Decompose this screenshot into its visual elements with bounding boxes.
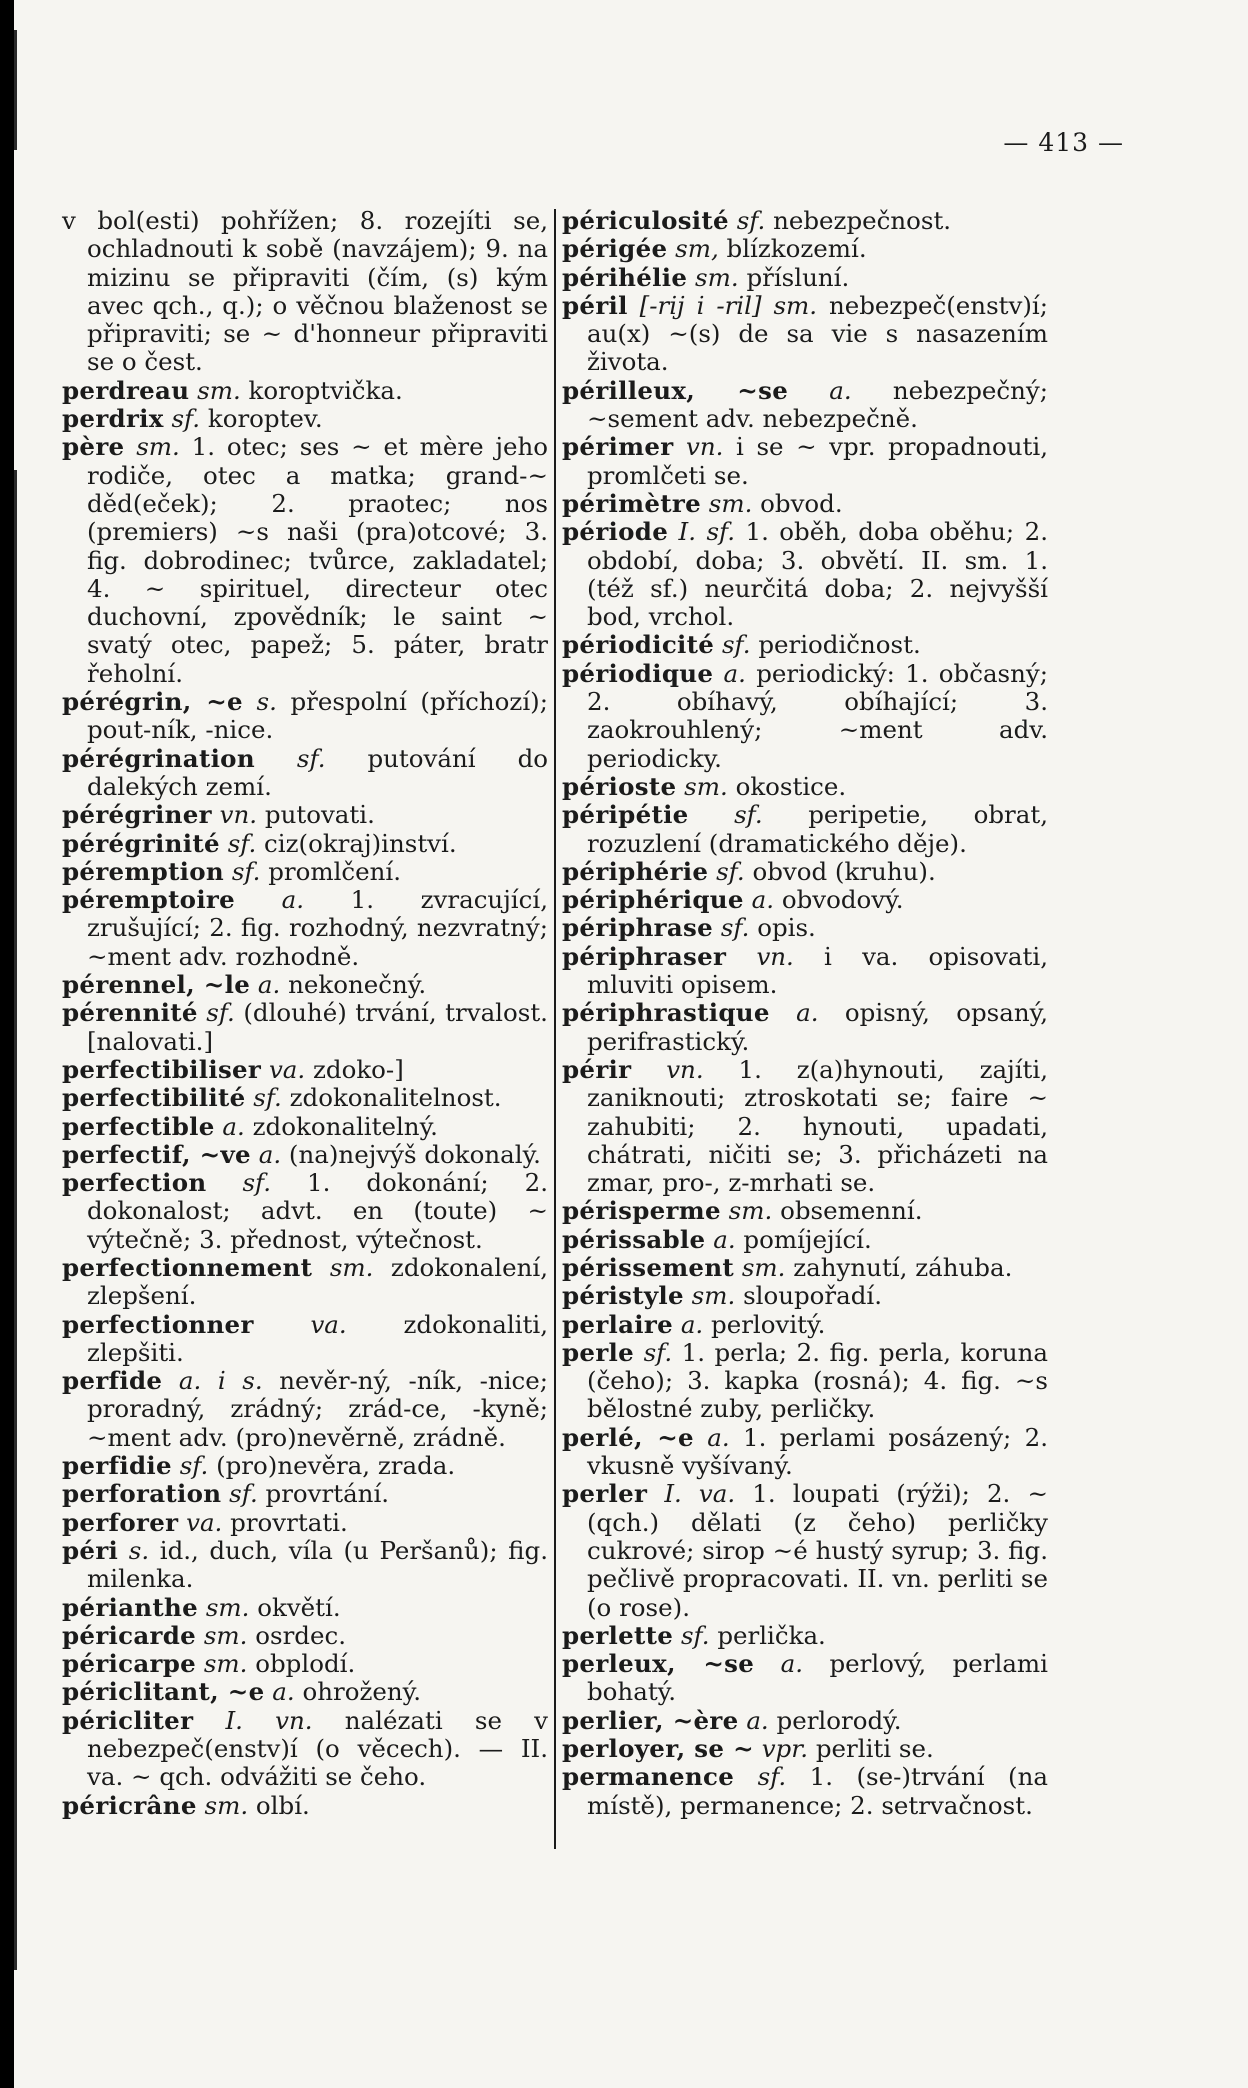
entry-definition: putovati. [264,800,375,830]
entry-grammar: sm. [205,1592,250,1622]
entry-definition: obplodí. [255,1649,356,1679]
dictionary-entry [62,1113,548,1141]
entry-grammar: sf. [757,1762,787,1792]
entry-grammar: sm. [204,1790,249,1820]
entry-definition: periodičnost. [758,630,921,660]
entry-grammar: a. [780,1649,804,1679]
entry-grammar: sm. [728,1196,773,1226]
dictionary-entry [62,1594,548,1622]
entry-headword: perfectibiliser [62,1054,262,1084]
dictionary-entry [62,886,548,971]
entry-definition: perliti se. [815,1734,934,1764]
entry-headword: perloyer, se ~ [562,1734,754,1764]
entry-grammar: sf. [242,1168,271,1198]
entry-definition: perlový, perlami bohatý. [587,1649,1048,1707]
entry-definition: zahynutí, záhuba. [793,1252,1013,1282]
entry-definition: 1. oběh, doba oběhu; 2. období, doba; 3. obvětí. II. sm. 1. (též sf.) neurčitá doba; 2. nejvyšší bod, vrchol. [587,517,1048,632]
entry-definition: nekonečný. [288,970,427,1000]
entry-headword: perlaire [562,1309,674,1339]
entry-grammar: sf. [253,1083,282,1113]
entry-definition: koroptev. [207,404,323,434]
entry-grammar: sf. [721,630,751,660]
entry-grammar: sm. [329,1252,374,1282]
dictionary-entry [62,1141,548,1169]
entry-grammar: sf. [171,404,201,434]
dictionary-entry [562,1622,1048,1650]
entry-grammar: a. [746,1705,769,1735]
entry-grammar: I. va. [664,1479,736,1509]
entry-grammar: sf. [680,1620,710,1650]
entry-grammar: sf. [227,828,257,858]
entry-definition: nebezpeč(enstv)í; au(x) ~(s) de sa vie s nasazením života. [587,290,1048,377]
entry-grammar: a. [751,885,775,915]
entry-headword: pérégrination [62,743,255,773]
dictionary-entry [562,490,1048,518]
dictionary-entry [562,264,1048,292]
dictionary-entry [62,1622,548,1650]
entry-grammar: a. [281,885,305,915]
dictionary-entry [562,433,1048,490]
dictionary-entry [62,1367,548,1452]
dictionary-entry [562,1735,1048,1763]
entry-grammar: sm. [684,771,728,801]
entry-headword: péristyle [562,1281,684,1311]
entry-definition: zdoko-] [312,1054,404,1084]
page-number: — 413 — [1003,128,1124,157]
entry-grammar: a. [257,970,281,1000]
dictionary-entry [62,830,548,858]
entry-headword: périgée [562,234,668,264]
entry-grammar: a. [829,375,852,405]
entry-grammar: sm. [741,1252,786,1282]
entry-headword: pérégrin, ~e [62,687,243,717]
entry-grammar: a. [680,1309,704,1339]
dictionary-entry [562,1763,1048,1820]
entry-grammar: a. [713,1224,736,1254]
dictionary-entry [562,801,1048,858]
dictionary-entry [562,1254,1048,1282]
entry-grammar: sf. [643,1337,673,1367]
dictionary-entry [62,1169,548,1254]
dictionary-entry [562,1197,1048,1225]
entry-grammar: sf. [206,998,235,1028]
entry-definition: 1. otec; ses ~ et mère jeho rodiče, otec a matka; grand-~ děd(eček); 2. praotec; nos (premiers) ~s naši (pra)otcové; 3. fig. dobrodinec; tvůrce, zakladatel; 4. ~ spirituel, directeur otec duchovní, zpovědník; le saint ~ svatý otec, papež; 5. páter, bratr řeholní. [87,432,548,688]
entry-headword: péremptoire [62,885,236,915]
entry-grammar: I. sf. [678,517,736,547]
dictionary-entry [562,207,1048,235]
entry-grammar: a. [258,1139,282,1169]
dictionary-entry [62,1650,548,1678]
entry-definition: 1. zvracující, zrušující; 2. fig. rozhodný, nezvratný; ~ment adv. rozhodně. [87,885,548,971]
entry-definition: nevěr-ný, -ník, -nice; proradný, zrádný; zrád-ce, -kyně; ~ment adv. (pro)nevěrně, zrádně. [87,1366,549,1452]
entry-definition: obvod. [760,488,843,518]
entry-grammar: va. [310,1309,347,1339]
dictionary-entry [62,1254,548,1311]
entry-headword: périlleux, ~se [562,375,789,405]
entry-definition: okostice. [735,771,847,801]
entry-headword: période [562,517,669,547]
entry-definition: blízkozemí. [726,234,867,264]
entry-headword: perforation [62,1479,222,1509]
dictionary-entry [562,943,1048,1000]
entry-headword: permanence [562,1762,735,1792]
dictionary-entry [62,1480,548,1508]
entry-definition: ohrožený. [302,1677,422,1707]
dictionary-entry [562,1226,1048,1254]
entry-headword: péril [562,290,628,320]
entry-headword: perlé, ~e [562,1422,694,1452]
dictionary-entry [62,377,548,405]
entry-grammar: vpr. [761,1734,809,1764]
entry-headword: perdrix [62,404,164,434]
dictionary-entry [562,914,1048,942]
dictionary-entry [562,235,1048,263]
entry-grammar: sf. [231,856,261,886]
entry-definition: obsemenní. [780,1196,923,1226]
entry-headword: péricrâne [62,1790,197,1820]
entry-headword: périanthe [62,1592,199,1622]
entry-headword: perforer [62,1507,179,1537]
entry-headword: périphrase [562,913,714,943]
entry-definition: peripetie, obrat, rozuzlení (dramatického děje). [587,800,1048,858]
dictionary-entry [62,858,548,886]
entry-grammar: a. [272,1677,295,1707]
entry-grammar: sf. [229,1479,258,1509]
entry-headword: périodicité [562,630,715,660]
entry-definition: putování do dalekých zemí. [87,743,548,801]
entry-grammar: vn. [756,941,794,971]
dictionary-entry [562,1480,1048,1621]
entry-definition: okvětí. [257,1592,341,1622]
dictionary-entry [62,688,548,745]
entry-headword: perler [562,1479,648,1509]
entry-headword: perfectible [62,1111,215,1141]
entry-definition: 1. loupati (rýži); 2. ~ (qch.) dělati (z čeho) perličky cukrové; sirop ~é hustý syrup; 3. fig. pečlivě propracovati. II. vn. perliti se (o rose). [587,1479,1048,1622]
entry-definition: sloupořadí. [743,1281,883,1311]
entry-headword: péricarpe [62,1649,197,1679]
entry-definition: 1. z(a)hynouti, zajíti, zaniknouti; ztroskotati se; faire ~ zahubiti; 2. hynouti, upadati, chátrati, ničiti se; 3. přicházeti na zmar, pro-, z-mrhati se. [587,1054,1048,1198]
entry-headword: pérégrinité [62,828,220,858]
entry-headword: perlier, ~ère [562,1705,739,1735]
entry-grammar: vn. [219,800,258,830]
dictionary-entry [562,858,1048,886]
dictionary-entry [562,1707,1048,1735]
entry-headword: périphérique [562,885,744,915]
entry-definition: osrdec. [255,1620,346,1650]
dictionary-entry [562,1339,1048,1424]
entry-headword: pérennité [62,998,198,1028]
entry-grammar: vn. [666,1054,704,1084]
entry-headword: perfection [62,1168,207,1198]
entry-grammar: sf. [720,913,750,943]
entry-definition: ciz(okraj)inství. [264,828,457,858]
column-divider [554,209,556,1849]
dictionary-entry [562,292,1048,377]
entry-grammar: sf. [734,800,763,830]
entry-headword: péremption [62,856,225,886]
entry-headword: perleux, ~se [562,1649,755,1679]
entry-definition: přísluní. [746,262,850,292]
dictionary-entry [62,207,548,377]
entry-grammar: a. [723,658,746,688]
entry-headword: péri [62,1535,119,1565]
entry-definition: zdokonalitelný. [252,1111,438,1141]
dictionary-entry [62,1792,548,1820]
entry-grammar: a. [796,998,819,1028]
entry-headword: périclitant, ~e [62,1677,265,1707]
dictionary-entry [62,405,548,433]
entry-headword: périmer [562,432,674,462]
left-column [62,207,548,1820]
dictionary-entry [562,999,1048,1056]
entry-definition: obvodový. [781,885,904,915]
dictionary-entry [562,1650,1048,1707]
dictionary-page [14,0,1248,2088]
dictionary-entry [62,745,548,802]
entry-definition: id., duch, víla (u Peršanů); fig. milenka. [87,1535,548,1594]
entry-definition: zdokonaliti, zlepšiti. [87,1309,548,1367]
entry-definition: zdokonalitelnost. [289,1083,502,1113]
entry-grammar: [-rij i -ril] sm. [639,290,818,320]
entry-headword: péricarde [62,1620,197,1650]
entry-definition: zdokonalení, zlepšení. [87,1252,548,1311]
entry-definition: 1. (se-)trvání (na místě), permanence; 2. setrvačnost. [587,1762,1048,1820]
entry-definition: (na)nejvýš dokonalý. [288,1139,541,1169]
entry-headword: perlette [562,1620,674,1650]
dictionary-entry [62,1311,548,1368]
entry-definition: 1. perlami posázený; 2. vkusně vyšívaný. [587,1422,1048,1481]
entry-grammar: sm. [695,262,739,292]
entry-grammar: a. [222,1111,245,1141]
entry-definition: nebezpečný; ~sement adv. nebezpečně. [587,375,1048,434]
entry-definition: i va. opisovati, mluviti opisem. [587,941,1048,1000]
entry-headword: périhélie [562,262,688,292]
entry-grammar: sf. [179,1451,209,1481]
entry-headword: perle [562,1337,635,1367]
entry-grammar: s. [256,687,277,717]
dictionary-entry [62,801,548,829]
entry-grammar: sm. [708,488,753,518]
dictionary-entry [62,1537,548,1594]
entry-definition: obvod (kruhu). [752,856,936,886]
dictionary-entry [62,971,548,999]
entry-headword: péripétie [562,800,689,830]
entry-headword: périoste [562,771,677,801]
entry-headword: pérégriner [62,800,212,830]
dictionary-entry [62,999,548,1056]
entry-grammar: sm. [203,1649,248,1679]
entry-grammar: sm, [675,234,719,264]
entry-grammar: a. [707,1422,730,1452]
entry-definition: 1. perla; 2. fig. perla, koruna (čeho); 3. kapka (rosná); 4. fig. ~s bělostné zuby, perličky. [587,1337,1048,1424]
entry-headword: perfide [62,1366,163,1396]
entry-definition: nebezpečnost. [773,206,952,235]
entry-grammar: sm. [691,1281,736,1311]
entry-definition: perlička. [717,1620,826,1650]
entry-headword: périculosité [562,206,729,235]
dictionary-entry [62,1678,548,1706]
entry-headword: périmètre [562,488,701,518]
entry-definition: koroptvička. [248,375,403,405]
dictionary-entry [62,1452,548,1480]
entry-grammar: vn. [686,432,724,462]
entry-headword: perfectif, ~ve [62,1139,251,1169]
entry-definition: 1. dokonání; 2. dokonalost; advt. en (toute) ~ výtečně; 3. přednost, výtečnost. [87,1168,548,1254]
entry-headword: périr [562,1054,632,1084]
entry-grammar: sm. [136,432,180,462]
dictionary-entry [562,1424,1048,1481]
entry-definition: promlčení. [268,856,402,886]
dictionary-entry [562,1311,1048,1339]
entry-grammar: va. [268,1054,306,1084]
entry-headword: périodique [562,658,714,688]
dictionary-entry [562,631,1048,659]
dictionary-entry [62,1509,548,1537]
entry-definition: perlovitý. [711,1309,826,1339]
entry-headword: périssable [562,1224,706,1254]
entry-grammar: sm. [203,1620,248,1650]
dictionary-entry [62,1056,548,1084]
entry-definition: opisný, opsaný, perifrastický. [587,998,1048,1056]
entry-definition: provrtati. [230,1507,348,1537]
entry-grammar: sm. [197,375,241,405]
entry-headword: périsperme [562,1196,721,1226]
entry-headword: pérennel, ~le [62,970,251,1000]
entry-headword: périssement [562,1252,735,1282]
entry-headword: perfectionner [62,1309,254,1339]
entry-grammar: s. [128,1535,150,1565]
entry-definition: (dlouhé) trvání, trvalost. [nalovati.] [87,998,548,1056]
entry-definition: nalézati se v nebezpeč(enstv)í (o věcech). — II. va. ~ qch. odvážiti se čeho. [87,1705,548,1792]
entry-headword: perfectibilité [62,1083,246,1113]
dictionary-entry [562,1056,1048,1197]
dictionary-entry [562,773,1048,801]
entry-headword: périphrastique [562,998,770,1028]
entry-definition: pomíjející. [743,1224,872,1254]
dictionary-entry [562,886,1048,914]
entry-headword: père [62,432,125,462]
entry-grammar: sf. [716,856,745,886]
entry-headword: périphraser [562,941,727,971]
entry-definition: přespolní (příchozí); pout-ník, -nice. [87,687,548,745]
dictionary-entry [562,1282,1048,1310]
entry-grammar: I. vn. [225,1705,313,1735]
entry-definition: (pro)nevěra, zrada. [216,1451,456,1481]
entry-headword: périphérie [562,856,709,886]
entry-definition: provrtání. [265,1479,390,1509]
entry-grammar: sf. [736,206,766,235]
entry-headword: perdreau [62,375,190,405]
dictionary-entry [562,660,1048,773]
entry-definition: i se ~ vpr. propadnouti, promlčeti se. [587,432,1048,490]
entry-headword: perfectionnement [62,1252,313,1282]
entry-headword: péricliter [62,1705,194,1735]
dictionary-entry [62,1084,548,1112]
dictionary-entry [62,1707,548,1792]
entry-definition: olbí. [255,1790,310,1820]
dictionary-entry [62,433,548,688]
entry-grammar: va. [186,1507,223,1537]
binding-edge [14,470,17,1970]
entry-definition: periodický: 1. občasný; 2. obíhavý, obíhající; 3. zaokrouhlený; ~ment adv. periodicky. [587,658,1049,773]
right-column [562,207,1048,1820]
entry-grammar: sf. [296,743,326,773]
entry-headword: perfidie [62,1451,172,1481]
dictionary-entry [562,377,1048,434]
entry-grammar: a. i s. [178,1366,263,1396]
dictionary-entry [562,518,1048,631]
entry-definition: v bol(esti) pohřížen; 8. rozejíti se, ochladnouti k sobě (navzájem); 9. na mizinu se připraviti (čím, (s) kým avec qch., q.); o věčnou blaženost se připraviti; se ~ d'honneur připraviti se o čest. [62,206,548,377]
entry-definition: opis. [757,913,816,943]
entry-definition: perlorodý. [776,1705,902,1735]
